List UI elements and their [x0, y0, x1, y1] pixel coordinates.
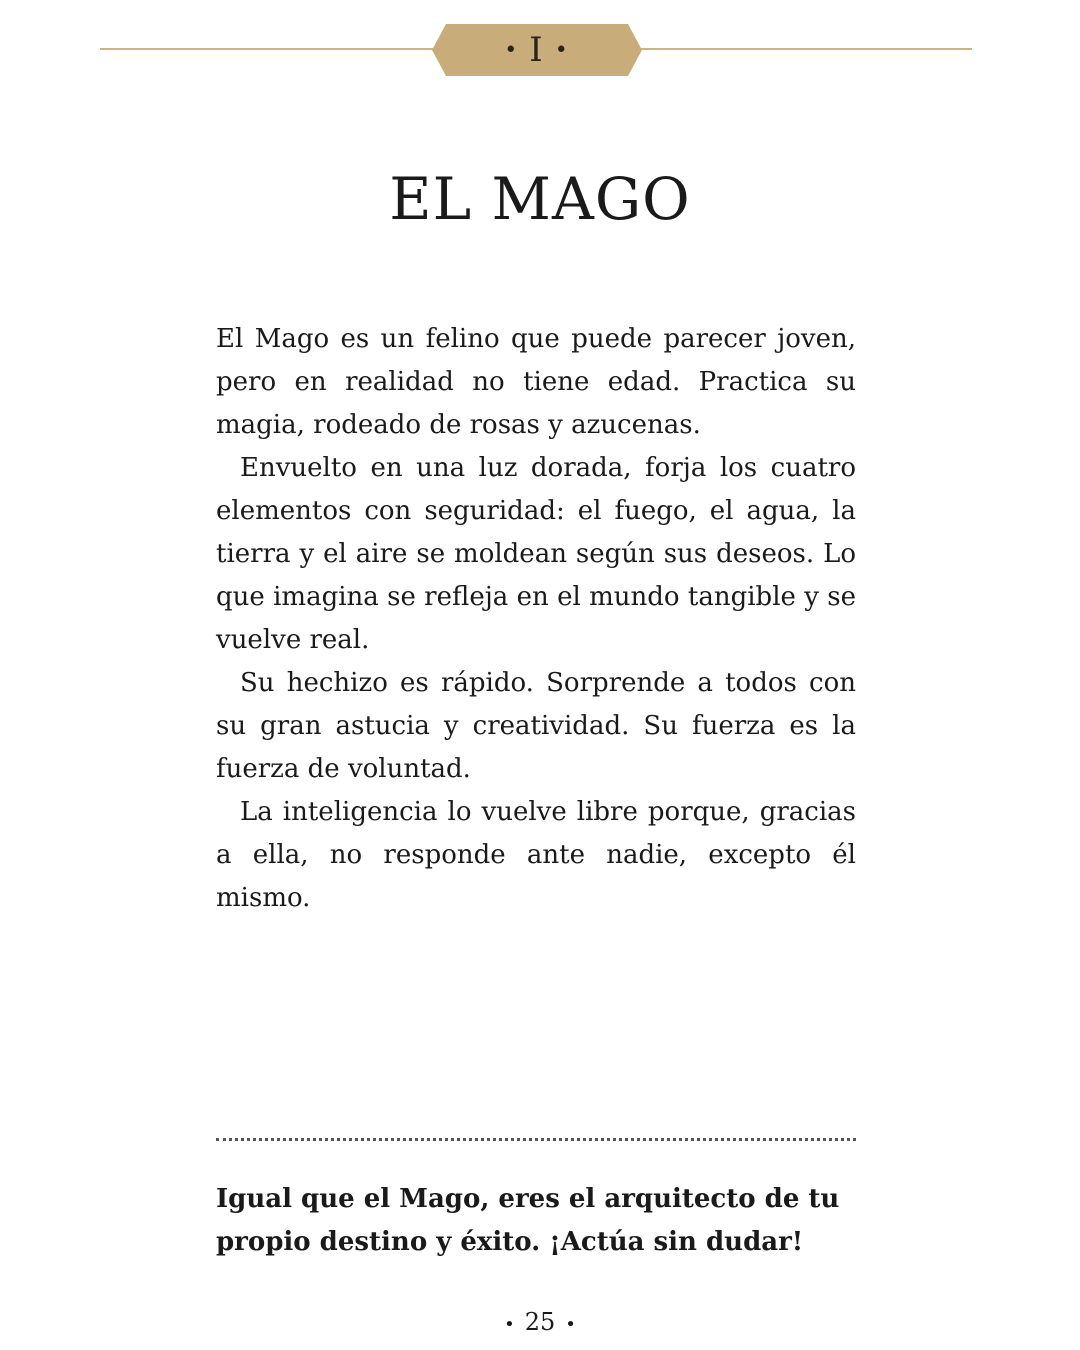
- header-rule-right: [636, 48, 972, 50]
- page-dot-right-icon: •: [565, 1314, 576, 1335]
- dotted-divider: [216, 1138, 856, 1141]
- paragraph-3: Su hechizo es rápido. Sorprende a todos con su gran astucia y creatividad. Su fuerza es la fuerza de voluntad.: [216, 668, 856, 784]
- paragraph-1: El Mago es un felino que puede parecer joven, pero en realidad no tiene edad. Practica su magia, rodeado de rosas y azucenas.: [216, 324, 856, 440]
- callout-text: Igual que el Mago, eres el arquitecto de tu propio destino y éxito. ¡Actúa sin dudar!: [216, 1184, 840, 1257]
- page-number: [0, 1308, 1080, 1336]
- page-dot-left-icon: •: [504, 1314, 515, 1335]
- numeral-label: I: [529, 30, 545, 70]
- chapter-numeral: [432, 24, 642, 76]
- page-number-value: 25: [524, 1308, 556, 1336]
- paragraph-4: La inteligencia lo vuelve libre porque, gracias a ella, no responde ante nadie, excepto él mismo.: [216, 797, 856, 913]
- paragraph-2: Envuelto en una luz dorada, forja los cuatro elementos con seguridad: el fuego, el agua, la tierra y el aire se moldean según sus deseos. Lo que imagina se refleja en el mundo tangible y se vuelve real.: [216, 453, 856, 655]
- numeral-dot-right-icon: •: [554, 37, 570, 63]
- header-rule-left: [100, 48, 440, 50]
- numeral-dot-left-icon: •: [504, 37, 520, 63]
- body-text: [216, 318, 856, 920]
- chapter-numeral-badge: [432, 24, 642, 76]
- chapter-title: EL MAGO: [389, 165, 691, 233]
